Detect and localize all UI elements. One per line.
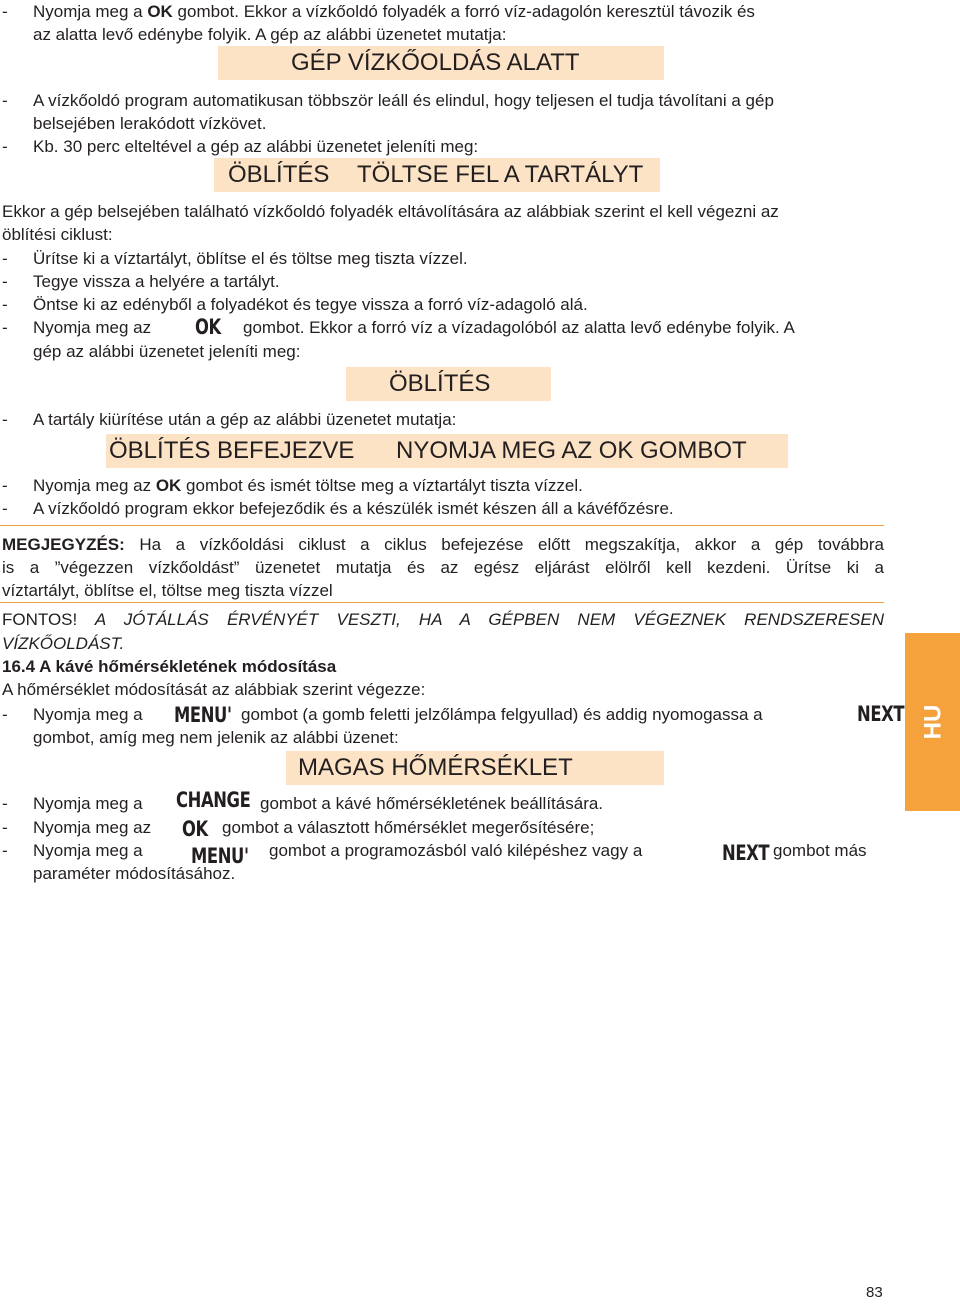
ok-keyword: OK (155, 476, 182, 495)
next-button-icon: NEXT (857, 702, 905, 726)
warning-label: FONTOS! (2, 610, 78, 629)
menu-button-icon: MENU' (174, 703, 232, 727)
section-divider (0, 602, 884, 603)
page-number: 83 (866, 1284, 883, 1301)
display-message-descaling: GÉP VÍZKŐOLDÁS ALATT (218, 46, 664, 80)
next-button-icon: NEXT (722, 841, 770, 865)
display-message-rinse-fill-tank: ÖBLÍTÉS TÖLTSE FEL A TARTÁLYT (214, 158, 660, 192)
display-message-high-temp: MAGAS HŐMÉRSÉKLET (286, 751, 664, 785)
bullet-dash: - (2, 2, 8, 21)
ok-button-icon: OK (182, 817, 208, 841)
manual-page: - Nyomja meg a OK gombot. Ekkor a vízkőoldó folyadék a forró víz-adagolón keresztül távozik és az alatta levő edénybe folyik. A gép az alábbi üzenetet mutatja: GÉP VÍZKŐOLDÁS ALATT - A vízkőoldó program automatikusan többször leáll és elindul, hogy teljesen el tudja távolítani a gép belsejében lerakódott vízkövet. - Kb. 30 perc elteltével a gép az alábbi üzenetet jeleníti meg: ÖBLÍTÉS TÖLTSE FEL A TARTÁLYT Ekkor a gép belsejében található vízkőoldó folyadék eltávolítására az alábbiak szerint el kell végezni az öblítési ciklust: - Ürítse ki a víztartályt, öblítse el és töltse meg tiszta vízzel. - Tegye vissza a helyére a tartályt. - Öntse ki az edényből a folyadékot és tegye vissza a forró víz-adagoló alá. - Nyomja meg az OK gombot. Ekkor a forró víz a vízadagolóból az alatta levő edénybe folyik. A gép az alábbi üzenetet jeleníti meg: ÖBLÍTÉS - A tartály kiürítése után a gép az alábbi üzenetet mutatja: ÖBLÍTÉS BEFEJEZVE NYOMJA MEG AZ OK GOMBOT - Nyomja meg az OK gombot és ismét töltse meg a víztartályt tiszta vízzel. - A vízkőoldó program ekkor befejeződik és a készülék ismét készen áll a kávéfőzésre. MEGJEGYZÉS: Ha a vízkőoldási ciklust a ciklus befejezése előtt megszakítja, akkor a gép továbbra is a ”végezzen vízkőoldást” üzenetet mutatja és az egész eljárást elölről kell kezdeni. Ürítse ki a víztartályt, öblítse el, töltse meg tiszta vízzel FONTOS! A JÓTÁLLÁS ÉRVÉNYÉT VESZTI, HA A GÉPBEN NEM VÉGEZNEK RENDSZERESEN VÍZKŐOLDÁST. 16.4 A kávé hőmérsékletének módosítása A hőmérséklet módosítását az alábbiak szerint végezze: - Nyomja meg a MENU' gombot (a gomb feletti jelzőlámpa felgyullad) és addig nyomogassa a NEXT gombot, amíg meg nem jelenik az alábbi üzenet: MAGAS HŐMÉRSÉKLET - Nyomja meg a CHANGE gombot a kávé hőmérsékletének beállítására. - Nyomja meg az OK gombot a választott hőmérséklet megerősítésére; - Nyomja meg a MENU' gombot a programozásból való kilépéshez vagy a NEXT gombot más paraméter módosításához. HU 83 (0, 0, 960, 1297)
menu-button-icon: MENU' (191, 844, 249, 868)
ok-button-icon: OK (195, 315, 221, 339)
display-message-rinse-done: ÖBLÍTÉS BEFEJEZVE NYOMJA MEG AZ OK GOMBOT (106, 434, 788, 468)
ok-keyword: OK (147, 2, 173, 21)
step-text: Nyomja meg a OK gombot. Ekkor a vízkőoldó folyadék a forró víz-adagolón keresztül távozik és (33, 2, 755, 21)
display-message-rinse: ÖBLÍTÉS (346, 367, 551, 401)
note-label: MEGJEGYZÉS: (2, 535, 125, 554)
language-tab-label: HU (919, 704, 946, 740)
section-divider (0, 525, 884, 526)
language-tab (905, 633, 960, 811)
change-button-icon: CHANGE (176, 788, 251, 812)
